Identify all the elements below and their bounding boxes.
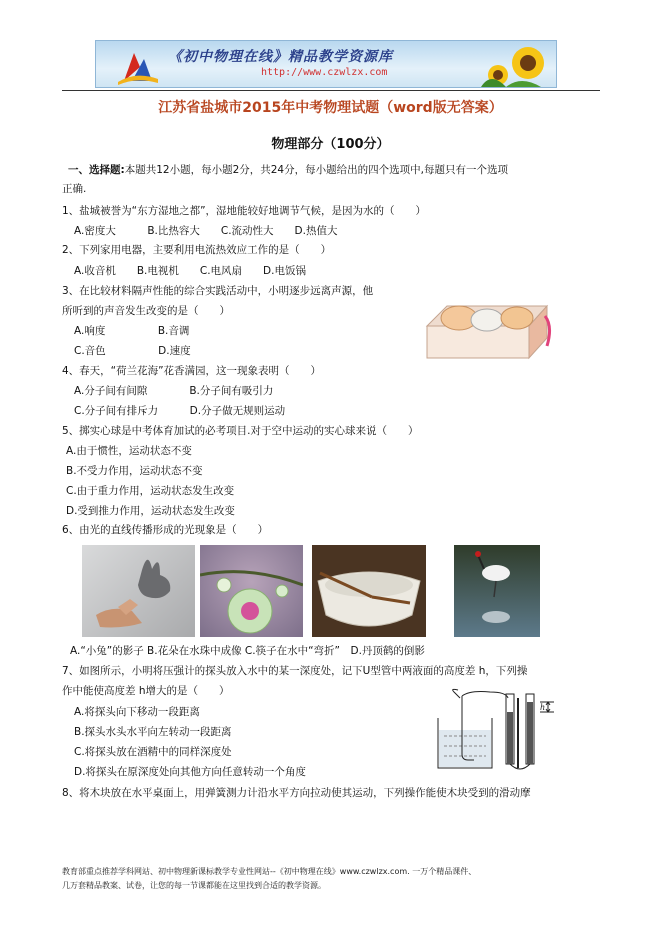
soundproof-box-figure	[417, 296, 553, 366]
question-4-options-cd: C.分子间有排斥力 D.分子做无规则运动	[74, 405, 286, 417]
section-subtitle: 物理部分（100分）	[271, 137, 390, 152]
question-7-option-d: D.将探头在原深度处向其他方向任意转动一个角度	[74, 766, 306, 778]
question-5-option-a: A.由于惯性，运动状态不变	[66, 445, 192, 457]
photo-chopsticks-bowl	[312, 545, 426, 637]
question-5-stem: 5、掷实心球是中考体育加试的必考项目.对于空中运动的实心球来说（ ）	[62, 425, 419, 437]
section-intro	[68, 163, 508, 177]
bowl-chopsticks-icon	[312, 545, 426, 637]
question-1-stem: 1、盐城被誉为“东方湿地之都”，湿地能较好地调节气候，是因为水的（ ）	[62, 205, 427, 217]
question-7-option-a: A.将探头向下移动一段距离	[74, 706, 200, 718]
question-7-option-c: C.将探头放在酒精中的同样深度处	[74, 746, 232, 758]
question-2-options: A.收音机 B.电视机 C.电风扇 D.电饭锅	[74, 265, 306, 277]
question-7-stem-cont: 作中能使高度差 h增大的是（ ）	[62, 685, 230, 697]
section-intro-text: 本题共12小题，每小题2分，共24分，每小题给出的四个选项中,每题只有一个选项	[124, 164, 508, 176]
pressure-gauge-diagram	[430, 688, 560, 772]
header-rule	[62, 90, 600, 91]
question-3-options-ab: A.响度 B.音调	[74, 325, 190, 337]
footer-line-1: 教育部重点推荐学科网站、初中物理新课标教学专业性网站--《初中物理在线》www.czwlzx.com. 一万个精品课件、	[62, 867, 477, 876]
question-3-stem-cont: 所听到的声音发生改变的是（ ）	[62, 305, 230, 317]
question-5-option-d: D.受到推力作用，运动状态发生改变	[66, 505, 235, 517]
header-banner	[95, 40, 557, 88]
rabbit-shadow-icon	[82, 545, 195, 637]
question-6-stem: 6、由光的直线传播形成的光现象是（ ）	[62, 524, 269, 536]
question-5-option-c: C.由于重力作用，运动状态发生改变	[66, 485, 235, 497]
question-7-option-b: B.探头水头水平向左转动一段距离	[74, 726, 232, 738]
question-8-stem: 8、将木块放在水平桌面上，用弹簧测力计沿水平方向拉动使其运动，下列操作能使木块受到的滑动摩	[62, 787, 531, 799]
photo-crane-reflection	[454, 545, 540, 637]
question-2-stem: 2、下列家用电器，主要利用电流热效应工作的是（ ）	[62, 244, 332, 256]
banner-title: 《初中物理在线》精品教学资源库	[168, 49, 393, 65]
banner-url[interactable]: http://www.czwlzx.com	[261, 67, 388, 78]
footer-line-2: 几万套精品教案、试卷，让您的每一节课都能在这里找到合适的教学资源。	[62, 881, 326, 890]
question-3-stem: 3、在比较材料隔声性能的综合实践活动中，小明逐步远离声源，他	[62, 285, 374, 297]
photo-water-droplet	[200, 545, 303, 637]
droplet-flower-icon	[200, 545, 303, 637]
sunflower-icon	[481, 47, 544, 87]
photo-hand-shadow	[82, 545, 195, 637]
question-1-options: A.密度大 B.比热容大 C.流动性大 D.热值大	[74, 225, 338, 237]
question-7-stem: 7、如图所示，小明将压强计的探头放入水中的某一深度处，记下U型管中两液面的高度差 h，下列操	[62, 665, 528, 677]
question-6-options: A.“小兔”的影子 B.花朵在水珠中成像 C.筷子在水中“弯折” D.丹顶鹤的倒影	[70, 645, 425, 657]
section-label: 一、选择题:	[68, 164, 125, 176]
question-4-stem: 4、春天，“荷兰花海”花香满园，这一现象表明（ ）	[62, 365, 322, 377]
question-3-options-cd: C.音色 D.速度	[74, 345, 191, 357]
site-logo-icon	[118, 53, 158, 85]
height-diff-label: h	[540, 703, 546, 712]
page-title: 江苏省盐城市2015年中考物理试题（word版无答案）	[158, 100, 503, 116]
section-intro-cont: 正确.	[62, 183, 87, 195]
question-4-options-ab: A.分子间有间隙 B.分子间有吸引力	[74, 385, 274, 397]
crane-icon	[454, 545, 540, 637]
question-5-option-b: B.不受力作用，运动状态不变	[66, 465, 203, 477]
